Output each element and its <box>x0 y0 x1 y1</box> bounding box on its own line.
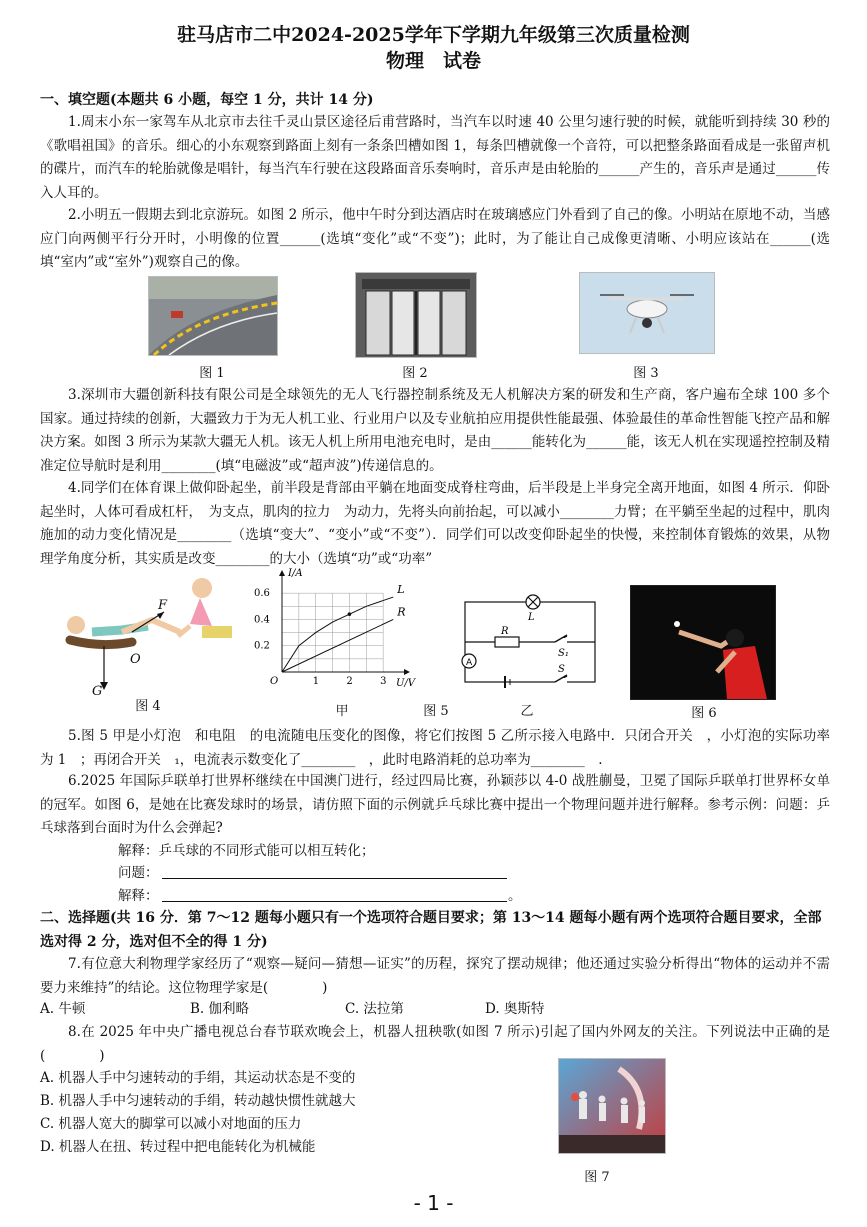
iu-chart-svg <box>254 566 424 694</box>
figure-5-jia-label: 甲 <box>335 704 349 719</box>
figure-2-glass-door-photo <box>355 272 477 358</box>
question-8-option-d[interactable]: D. 机器人在扭、转过程中把电能转化为机械能 <box>40 1139 316 1155</box>
x-axis-arrow <box>404 669 410 675</box>
y-axis-label: I/A <box>288 568 303 579</box>
question-4: 4.同学们在体育课上做仰卧起坐，前半段是背部由平躺在地面变成脊柱弯曲，后半段是上半身完全离开地面，如图 4 所示．仰卧起坐时，人体可看成杠杆， 为支点，肌肉的拉力 为动力，先将头向前抬起，可以减小________力臂；在平躺至坐起的过程中，肌肉施加的动力变化情况是________（选填“变大”、“变小”或“不变”）．同学们可以改变仰卧起坐的快慢，来控制体育锻炼的效果，从物理学角度分析，其实质是改变________的大小（选填“功”或“功率” <box>40 480 830 567</box>
question-2: 2.小明五一假期去到北京游玩。如图 2 所示，他中午时分到达酒店时在玻璃感应门外看到了自己的像。小明站在原地不动，当感应门向两侧平行分开时，小明像的位置______(选填“变化”或“不变”)；此时，为了能让自己成像更清晰、小明应该站在______(选填“室内”或“室外”)观察自己的像。 <box>40 207 830 270</box>
question-6-ask-blank[interactable] <box>162 878 507 879</box>
figure-6-caption: 图 6 <box>691 706 717 721</box>
figure-6-table-tennis-photo <box>630 585 776 700</box>
y-axis-arrow <box>279 570 285 576</box>
question-1: 1.周末小东一家驾车从北京市去往千灵山景区途径后甫营路时，当汽车以时速 40 公里匀速行驶的时候，就能听到持续 30 秒的《歌唱祖国》的音乐。细心的小东观察到路面上刻有一条条凹槽如图 1，每条凹槽就像一个音符，可以把整条路面看成是一张留声机的碟片，而汽车的轮胎就像是唱针，每当汽车行驶在这段路面音乐奏响时，音乐声是由轮胎的______产生的，音乐声是通过______传入人耳的。 <box>40 114 830 201</box>
svg-text:L: L <box>528 612 535 623</box>
question-6-end-mark: 。 <box>508 888 522 904</box>
x-tick-label: 3 <box>380 676 387 687</box>
x-tick-label: 1 <box>312 676 320 687</box>
figure-4-caption: 图 4 <box>135 699 161 714</box>
question-6-explain-label: 解释： <box>118 888 159 904</box>
y-tick-label: 0.4 <box>254 614 270 626</box>
series-label-L: L <box>397 583 405 597</box>
figure-7-caption: 图 7 <box>584 1170 610 1185</box>
figure-3-drone-photo <box>579 272 715 354</box>
figure-4-label-O: O <box>130 652 141 667</box>
svg-text:S: S <box>558 664 565 675</box>
question-8-option-c[interactable]: C. 机器人宽大的脚掌可以减小对地面的压力 <box>40 1116 302 1132</box>
question-7-option-a[interactable]: A. 牛顿 <box>40 1001 86 1017</box>
exam-subtitle: 物理 试卷 <box>385 50 481 72</box>
figure-7-robots-photo <box>558 1058 666 1154</box>
section1-heading: 一、填空题(本题共 6 小题，每空 1 分，共计 14 分) <box>40 92 374 108</box>
question-7-option-c[interactable]: C. 法拉第 <box>345 1001 404 1017</box>
figure-5-caption: 图 5 <box>423 704 449 719</box>
x-axis-label: U/V <box>396 678 416 689</box>
section2-heading: 二、选择题(共 16 分．第 7～12 题每小题只有一个选项符合题目要求；第 13～14 题每小题有两个选项符合题目要求，全部选对得 2 分，选对但不全的得 1 分) <box>40 910 822 950</box>
figure-4-label-F: F <box>158 598 168 613</box>
question-5: 5.图 5 甲是小灯泡 和电阻 的电流随电压变化的图像，将它们按图 5 乙所示接入电路中．只闭合开关 ，小灯泡的实际功率为 1 ；再闭合开关 ₁，电流表示数变化了________ ，此时电路消耗的总功率为________ . <box>40 728 830 768</box>
question-8-option-b[interactable]: B. 机器人手中匀速转动的手绢，转动越快惯性就越大 <box>40 1093 356 1109</box>
y-tick-label: 0.6 <box>254 588 270 600</box>
question-6: 6.2025 年国际乒联单打世界杯继续在中国澳门进行，经过四局比赛，孙颖莎以 4-0 战胜蒯曼，卫冕了国际乒联单打世界杯女单的冠军。如图 6，是她在比赛发球时的场景，请仿照下面的示例就乒乓球比赛中提出一个物理问题并进行解释。参考示例：问题：乒乓球落到台面时为什么会弹起? <box>40 773 830 836</box>
series-label-R: R <box>397 605 406 619</box>
question-6-explain-blank[interactable] <box>162 901 507 902</box>
figure-4-label-G: G <box>92 684 103 699</box>
svg-text:R: R <box>501 626 509 637</box>
question-3: 3.深圳市大疆创新科技有限公司是全球领先的无人飞行器控制系统及无人机解决方案的研发和生产商，客户遍布全球 100 多个国家。通过持续的创新，大疆致力于为无人机工业、行业用户以及专业航拍应用提供性能最强、体验最佳的革命性智能飞控产品和解决方案。如图 3 所示为某款大疆无人机。该无人机上所用电池充电时，是由______能转化为______能，该无人机在实现遥控控制及精准定位导航时是利用________(填“电磁波”或“超声波”)传递信息的。 <box>40 387 830 474</box>
figure-5-yi-circuit-diagram <box>455 584 605 692</box>
figure-4-situp-illustration <box>62 570 242 696</box>
series-point-L <box>348 612 352 616</box>
figure-5-jia-iu-graph <box>254 566 424 694</box>
figure-1-caption: 图 1 <box>199 366 225 381</box>
origin-label: O <box>270 676 279 687</box>
svg-text:S₁: S₁ <box>558 648 569 659</box>
y-tick-label: 0.2 <box>254 640 270 652</box>
question-6-ask-label: 问题： <box>118 865 159 881</box>
x-tick-label: 2 <box>346 676 353 687</box>
figure-2-caption: 图 2 <box>402 366 428 381</box>
exam-title: 驻马店市二中2024-2025学年下学期九年级第三次质量检测 <box>177 24 690 46</box>
question-7: 7.有位意大利物理学家经历了“观察—疑问—猜想—证实”的历程，探究了摆动规律；他还通过实验分析得出“物体的运动并不需要力来维持”的结论。这位物理学家是( ) <box>40 956 830 996</box>
question-7-option-b[interactable]: B. 伽利略 <box>190 1001 250 1017</box>
question-7-option-d[interactable]: D. 奥斯特 <box>485 1001 545 1017</box>
figure-1-road-photo <box>148 276 278 356</box>
page-number: - 1 - <box>413 1191 454 1215</box>
svg-text:A: A <box>466 658 473 668</box>
question-8: 8.在 2025 年中央广播电视总台春节联欢晚会上，机器人扭秧歌(如图 7 所示)引起了国内外网友的关注。下列说法中正确的是( ) <box>40 1024 830 1064</box>
question-6-example-explanation: 解释：乒乓球的不同形式能可以相互转化； <box>118 843 375 859</box>
figure-3-caption: 图 3 <box>633 366 659 381</box>
question-8-option-a[interactable]: A. 机器人手中匀速转动的手绢，其运动状态是不变的 <box>40 1070 356 1086</box>
figure-5-yi-label: 乙 <box>520 704 534 719</box>
